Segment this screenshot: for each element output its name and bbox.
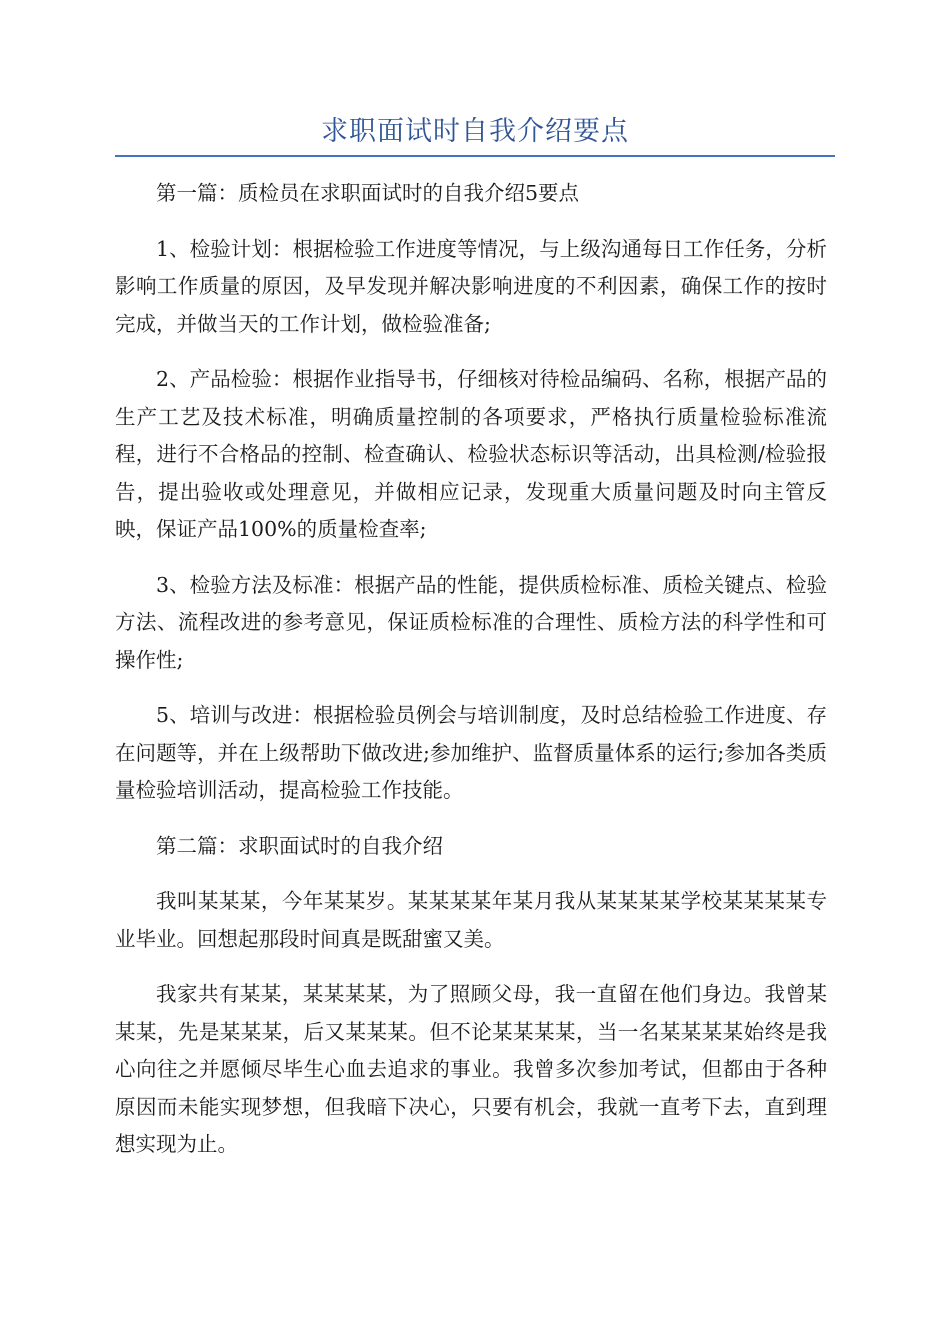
title-underline xyxy=(115,155,835,157)
paragraph-part1-heading: 第一篇：质检员在求职面试时的自我介绍5要点 xyxy=(156,181,580,205)
paragraph-part2-heading: 第二篇：求职面试时的自我介绍 xyxy=(156,833,443,858)
paragraph-inspection-plan: 1、检验计划：根据检验工作进度等情况，与上级沟通每日工作任务，分析影响工作质量的原因，及早发现并解决影响进度的不利因素，确保工作的按时完成，并做当天的工作计划，做检验准备; xyxy=(115,236,827,336)
document-body xyxy=(115,175,827,1182)
paragraph-intro: 我叫某某某，今年某某岁。某某某某年某月我从某某某某学校某某某某专业毕业。回想起那段时间真是既甜蜜又美。 xyxy=(115,889,827,951)
paragraph-product-inspection: 2、产品检验：根据作业指导书，仔细核对待检品编码、名称，根据产品的生产工艺及技术标准，明确质量控制的各项要求，严格执行质量检验标准流程，进行不合格品的控制、检查确认、检验状态标识等活动，出具检测/检验报告，提出验收或处理意见，并做相应记录，发现重大质量问题及时向主管反映，保证产品100%的质量检查率; xyxy=(115,367,827,541)
document-title: 求职面试时自我介绍要点 xyxy=(321,116,629,147)
paragraph-inspection-methods: 3、检验方法及标准：根据产品的性能，提供质检标准、质检关键点、检验方法、流程改进的参考意见，保证质检标准的合理性、质检方法的科学性和可操作性; xyxy=(115,572,827,672)
paragraph-family: 我家共有某某，某某某某，为了照顾父母，我一直留在他们身边。我曾某某某，先是某某某，后又某某某。但不论某某某某，当一名某某某某始终是我心向往之并愿倾尽毕生心血去追求的事业。我曾多次参加考试，但都由于各种原因而未能实现梦想，但我暗下决心，只要有机会，我就一直考下去，直到理想实现为止。 xyxy=(115,982,827,1156)
paragraph-training: 5、培训与改进：根据检验员例会与培训制度，及时总结检验工作进度、存在问题等，并在上级帮助下做改进;参加维护、监督质量体系的运行;参加各类质量检验培训活动，提高检验工作技能。 xyxy=(115,703,827,802)
